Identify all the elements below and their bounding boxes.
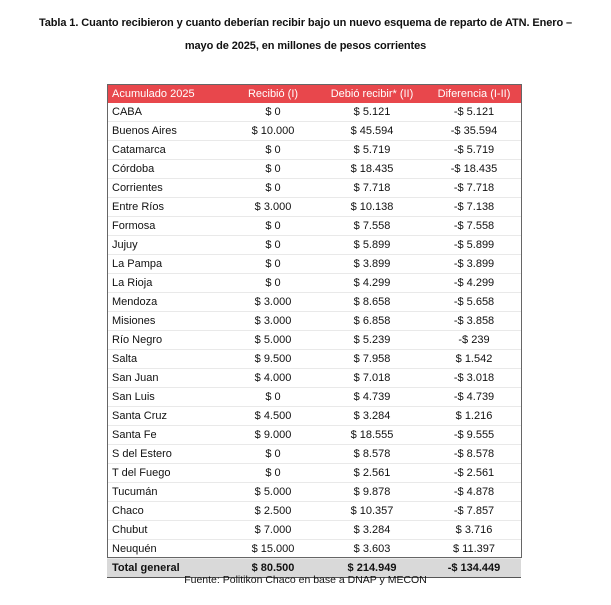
cell-received: $ 0: [229, 445, 317, 464]
cell-province: Misiones: [107, 312, 229, 331]
table-row: [107, 407, 521, 426]
cell-received: $ 0: [229, 236, 317, 255]
cell-difference: -$ 7.718: [427, 179, 521, 198]
cell-should-receive: $ 4.299: [317, 274, 427, 293]
table-row: [107, 521, 521, 540]
cell-difference: -$ 4.739: [427, 388, 521, 407]
header-province: Acumulado 2025: [107, 84, 229, 103]
cell-difference: -$ 7.857: [427, 502, 521, 521]
cell-received: $ 15.000: [229, 540, 317, 559]
cell-difference: -$ 8.578: [427, 445, 521, 464]
cell-should-receive: $ 9.878: [317, 483, 427, 502]
table-row: [107, 293, 521, 312]
table-row: [107, 236, 521, 255]
cell-difference: -$ 3.018: [427, 369, 521, 388]
table-row: [107, 350, 521, 369]
cell-difference: $ 11.397: [427, 540, 521, 559]
cell-difference: -$ 18.435: [427, 160, 521, 179]
table-row: [107, 255, 521, 274]
table-row: [107, 141, 521, 160]
cell-received: $ 4.500: [229, 407, 317, 426]
cell-received: $ 2.500: [229, 502, 317, 521]
cell-province: Jujuy: [107, 236, 229, 255]
cell-should-receive: $ 3.284: [317, 521, 427, 540]
cell-received: $ 0: [229, 464, 317, 483]
cell-province: Santa Fe: [107, 426, 229, 445]
cell-received: $ 0: [229, 160, 317, 179]
cell-received: $ 3.000: [229, 293, 317, 312]
cell-difference: -$ 239: [427, 331, 521, 350]
cell-province: Río Negro: [107, 331, 229, 350]
table-row: [107, 502, 521, 521]
cell-should-receive: $ 18.435: [317, 160, 427, 179]
table-row: [107, 483, 521, 502]
cell-received: $ 4.000: [229, 369, 317, 388]
cell-province: Buenos Aires: [107, 122, 229, 141]
table-title: [0, 12, 611, 58]
cell-received: $ 9.000: [229, 426, 317, 445]
table-row: [107, 540, 521, 559]
cell-should-receive: $ 5.899: [317, 236, 427, 255]
total-difference: -$ 134.449: [427, 559, 521, 578]
header-received: Recibió (I): [229, 84, 317, 103]
cell-province: San Luis: [107, 388, 229, 407]
table-row: [107, 198, 521, 217]
cell-should-receive: $ 6.858: [317, 312, 427, 331]
cell-difference: -$ 3.858: [427, 312, 521, 331]
cell-province: Entre Ríos: [107, 198, 229, 217]
cell-should-receive: $ 3.899: [317, 255, 427, 274]
cell-difference: -$ 5.658: [427, 293, 521, 312]
header-difference: Diferencia (I-II): [427, 84, 521, 103]
table-row: [107, 160, 521, 179]
total-should-receive: $ 214.949: [317, 559, 427, 578]
cell-should-receive: $ 5.121: [317, 103, 427, 122]
cell-received: $ 10.000: [229, 122, 317, 141]
cell-difference: -$ 3.899: [427, 255, 521, 274]
cell-should-receive: $ 4.739: [317, 388, 427, 407]
cell-province: Chubut: [107, 521, 229, 540]
table-body: [107, 103, 521, 559]
table-row: [107, 426, 521, 445]
atn-distribution-table: [107, 84, 521, 578]
table-row: [107, 445, 521, 464]
title-line-2: mayo de 2025, en millones de pesos corrientes: [184, 40, 427, 52]
cell-province: Salta: [107, 350, 229, 369]
cell-should-receive: $ 7.558: [317, 217, 427, 236]
cell-received: $ 0: [229, 141, 317, 160]
cell-province: Mendoza: [107, 293, 229, 312]
cell-difference: $ 3.716: [427, 521, 521, 540]
table-row: [107, 388, 521, 407]
cell-province: Neuquén: [107, 540, 229, 559]
cell-received: $ 9.500: [229, 350, 317, 369]
cell-difference: -$ 4.299: [427, 274, 521, 293]
table-row: [107, 464, 521, 483]
cell-difference: -$ 7.138: [427, 198, 521, 217]
cell-province: Córdoba: [107, 160, 229, 179]
cell-should-receive: $ 7.018: [317, 369, 427, 388]
cell-province: San Juan: [107, 369, 229, 388]
cell-province: T del Fuego: [107, 464, 229, 483]
cell-should-receive: $ 10.357: [317, 502, 427, 521]
table-row: [107, 274, 521, 293]
title-line-1: Tabla 1. Cuanto recibieron y cuanto deberían recibir bajo un nuevo esquema de reparto de ATN. Enero –: [38, 17, 573, 29]
table-header-row: [107, 84, 521, 103]
cell-difference: -$ 2.561: [427, 464, 521, 483]
cell-received: $ 0: [229, 103, 317, 122]
table-row: [107, 369, 521, 388]
cell-province: Santa Cruz: [107, 407, 229, 426]
cell-difference: -$ 4.878: [427, 483, 521, 502]
cell-province: Formosa: [107, 217, 229, 236]
cell-difference: -$ 7.558: [427, 217, 521, 236]
table-row: [107, 179, 521, 198]
cell-difference: -$ 5.121: [427, 103, 521, 122]
cell-province: Corrientes: [107, 179, 229, 198]
cell-received: $ 5.000: [229, 483, 317, 502]
cell-received: $ 3.000: [229, 198, 317, 217]
cell-should-receive: $ 18.555: [317, 426, 427, 445]
table-row: [107, 312, 521, 331]
table-row: [107, 122, 521, 141]
cell-received: $ 7.000: [229, 521, 317, 540]
table-row: [107, 331, 521, 350]
source-note: Fuente: Politikon Chaco en base a DNAP y MECON: [184, 574, 427, 586]
cell-received: $ 3.000: [229, 312, 317, 331]
table-row: [107, 217, 521, 236]
cell-difference: $ 1.216: [427, 407, 521, 426]
cell-should-receive: $ 10.138: [317, 198, 427, 217]
total-label: Total general: [107, 559, 229, 578]
cell-should-receive: $ 8.578: [317, 445, 427, 464]
cell-should-receive: $ 7.718: [317, 179, 427, 198]
cell-should-receive: $ 7.958: [317, 350, 427, 369]
cell-received: $ 0: [229, 217, 317, 236]
cell-should-receive: $ 8.658: [317, 293, 427, 312]
cell-difference: -$ 9.555: [427, 426, 521, 445]
cell-received: $ 0: [229, 274, 317, 293]
cell-province: Catamarca: [107, 141, 229, 160]
table-row: [107, 103, 521, 122]
cell-should-receive: $ 2.561: [317, 464, 427, 483]
cell-received: $ 0: [229, 179, 317, 198]
total-received: $ 80.500: [229, 559, 317, 578]
cell-province: Chaco: [107, 502, 229, 521]
header-should-receive: Debió recibir* (II): [317, 84, 427, 103]
cell-should-receive: $ 3.603: [317, 540, 427, 559]
cell-should-receive: $ 45.594: [317, 122, 427, 141]
cell-difference: -$ 5.719: [427, 141, 521, 160]
cell-received: $ 5.000: [229, 331, 317, 350]
cell-received: $ 0: [229, 388, 317, 407]
cell-province: Tucumán: [107, 483, 229, 502]
cell-should-receive: $ 3.284: [317, 407, 427, 426]
cell-province: La Pampa: [107, 255, 229, 274]
cell-difference: -$ 35.594: [427, 122, 521, 141]
cell-received: $ 0: [229, 255, 317, 274]
cell-difference: -$ 5.899: [427, 236, 521, 255]
cell-difference: $ 1.542: [427, 350, 521, 369]
cell-province: S del Estero: [107, 445, 229, 464]
cell-should-receive: $ 5.719: [317, 141, 427, 160]
cell-province: CABA: [107, 103, 229, 122]
cell-should-receive: $ 5.239: [317, 331, 427, 350]
cell-province: La Rioja: [107, 274, 229, 293]
